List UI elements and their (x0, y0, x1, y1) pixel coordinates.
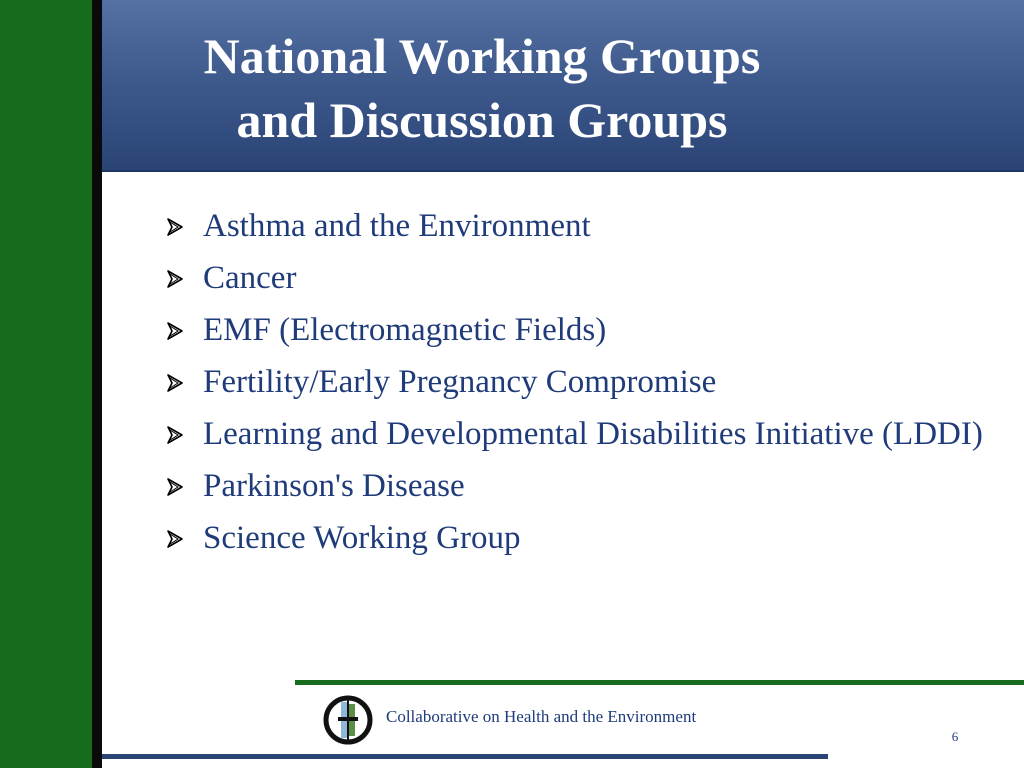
sidebar-black-bar (92, 0, 102, 768)
sidebar-green-bar (0, 0, 92, 768)
page-number: 6 (951, 729, 959, 744)
footer-rule-blue (102, 754, 828, 759)
bullet-item (165, 467, 1015, 505)
arrow-bullet-icon (165, 321, 185, 341)
arrow-bullet-icon (165, 269, 185, 289)
che-logo-icon (322, 694, 374, 746)
bullet-text: Asthma and the Environment (203, 208, 591, 244)
bullet-text: Science Working Group (203, 520, 521, 556)
bullet-item (165, 519, 1015, 557)
bullet-text: Learning and Developmental Disabilities Initiative (LDDI) (203, 416, 983, 452)
slide-title-line-2: and Discussion Groups (236, 92, 728, 148)
bullet-text: Fertility/Early Pregnancy Compromise (203, 364, 717, 400)
bullet-item (165, 207, 1015, 245)
bullet-item (165, 363, 1015, 401)
arrow-bullet-icon (165, 425, 185, 445)
bullet-text: EMF (Electromagnetic Fields) (203, 312, 607, 348)
arrow-bullet-icon (165, 373, 185, 393)
bullet-text: Parkinson's Disease (203, 468, 465, 504)
bullet-text: Cancer (203, 260, 297, 296)
arrow-bullet-icon (165, 217, 185, 237)
bullet-item (165, 415, 1015, 453)
footer-rule-green (295, 680, 1024, 685)
bullet-list (165, 207, 1015, 571)
slide-title (102, 24, 862, 152)
bullet-item (165, 311, 1015, 349)
bullet-item (165, 259, 1015, 297)
slide-title-line-1: National Working Groups (203, 28, 761, 84)
organization-name: Collaborative on Health and the Environment (386, 707, 697, 726)
arrow-bullet-icon (165, 477, 185, 497)
arrow-bullet-icon (165, 529, 185, 549)
